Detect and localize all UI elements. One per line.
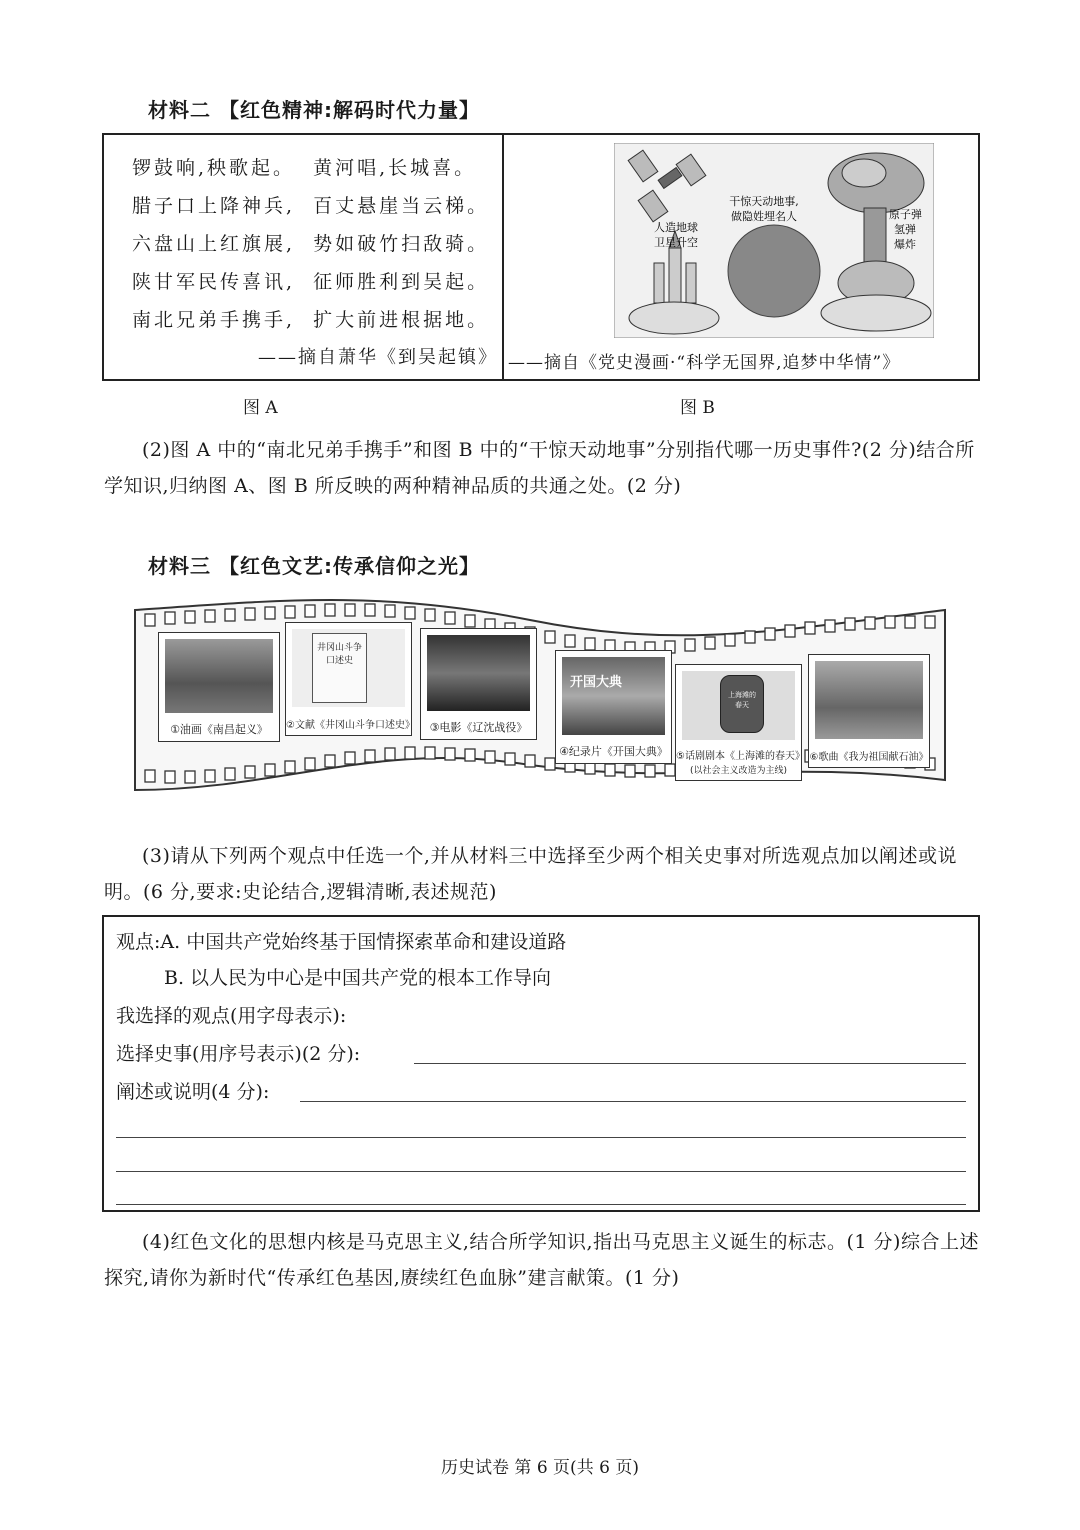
cartoon-illustration xyxy=(614,143,934,338)
poem-line-3: 六盘山上红旗展, 势如破竹扫敌骑。 xyxy=(132,233,490,255)
film-frame-4 xyxy=(555,650,672,764)
cartoon-source: ——摘自《党史漫画·“科学无国界,追梦中华情”》 xyxy=(508,353,901,373)
film-frame-3-label: ③电影《辽沈战役》 xyxy=(429,721,528,734)
page-footer: 历史试卷 第 6 页(共 6 页) xyxy=(441,1458,639,1478)
script-cover-art xyxy=(720,675,764,733)
explain-answer-line-3[interactable] xyxy=(116,1171,966,1172)
documentary-poster-text: 开国大典 xyxy=(570,675,623,690)
cartoon-label-middle-1: 干惊天动地事, xyxy=(729,195,799,208)
cartoon-label-right-3: 爆炸 xyxy=(894,238,916,251)
choose-view-label: 我选择的观点(用字母表示): xyxy=(116,1005,347,1027)
poem-line-4: 陕甘军民传喜讯, 征师胜利到吴起。 xyxy=(132,271,490,293)
film-frame-2 xyxy=(285,622,415,736)
poem-line-2: 腊子口上降神兵, 百丈悬崖当云梯。 xyxy=(132,195,490,217)
cartoon-label-left-2: 卫星升空 xyxy=(654,236,698,249)
question-4: (4)红色文化的思想内核是马克思主义,结合所学知识,指出马克思主义诞生的标志。(1 分)综合上述探究,请你为新时代“传承红色基因,赓续红色血脉”建言献策。(1 分) xyxy=(104,1231,979,1289)
events-answer-line[interactable] xyxy=(414,1063,966,1064)
question-2: (2)图 A 中的“南北兄弟手携手”和图 B 中的“干惊天动地事”分别指代哪一历史事件?(2 分)结合所学知识,归纳图 A、图 B 所反映的两种精神品质的共通之处。(2 分) xyxy=(104,439,975,497)
view-a: 观点:A. 中国共产党始终基于国情探索革命和建设道路 xyxy=(116,931,567,953)
caption-figure-a: 图 A xyxy=(243,398,278,418)
explain-answer-line-1[interactable] xyxy=(300,1101,966,1102)
view-b: B. 以人民为中心是中国共产党的根本工作导向 xyxy=(164,967,552,989)
figure-a-poem-box xyxy=(102,133,502,381)
script-poster-text: 上海滩的 春天 xyxy=(728,691,756,709)
explain-answer-line-2[interactable] xyxy=(116,1137,966,1138)
film-frame-2-label: ②文献《井冈山斗争口述史》 xyxy=(286,720,415,731)
song-cover xyxy=(815,661,923,739)
script-cover xyxy=(682,671,795,740)
cartoon-label-middle-2: 做隐姓埋名人 xyxy=(731,210,797,223)
book-cover xyxy=(292,629,405,707)
figure-b-cartoon-box xyxy=(502,133,980,381)
poem-source: ——摘自萧华《到吴起镇》 xyxy=(258,347,498,368)
explain-answer-line-4[interactable] xyxy=(116,1204,966,1205)
cartoon-label-right-1: 原子弹 xyxy=(889,208,922,221)
painting-nanchang-uprising xyxy=(165,639,273,713)
film-frame-4-label: ④纪录片《开国大典》 xyxy=(559,745,668,758)
material2-title: 材料二 【红色精神:解码时代力量】 xyxy=(148,98,480,122)
events-label: 选择史事(用序号表示)(2 分): xyxy=(116,1043,361,1065)
film-frame-5-sublabel: (以社会主义改造为主线) xyxy=(689,766,788,776)
poem-line-1: 锣鼓响,秧歌起。 黄河唱,长城喜。 xyxy=(132,157,477,179)
film-frame-3 xyxy=(420,628,537,740)
documentary-poster xyxy=(562,657,665,735)
poem-line-5: 南北兄弟手携手, 扩大前进根据地。 xyxy=(132,309,490,331)
film-frame-1 xyxy=(158,632,280,742)
answer-box xyxy=(102,915,980,1212)
cartoon-label-right-2: 氢弹 xyxy=(894,223,916,236)
explain-label: 阐述或说明(4 分): xyxy=(116,1081,270,1103)
sun-icon xyxy=(728,225,820,317)
caption-figure-b: 图 B xyxy=(680,398,715,418)
question-3-intro: (3)请从下列两个观点中任选一个,并从材料三中选择至少两个相关史事对所选观点加以阐述或说明。(6 分,要求:史论结合,逻辑清晰,表述规范) xyxy=(104,845,957,903)
film-frame-5-label: ⑤话剧剧本《上海滩的春天》 xyxy=(676,751,805,762)
book-title: 井冈山斗争 口述史 xyxy=(312,633,367,703)
film-strip xyxy=(130,590,950,805)
film-frame-5 xyxy=(675,664,805,781)
cartoon-label-left-1: 人造地球 xyxy=(654,221,698,234)
film-frame-1-label: ①油画《南昌起义》 xyxy=(170,723,268,736)
material3-title: 材料三 【红色文艺:传承信仰之光】 xyxy=(148,554,480,578)
movie-poster xyxy=(427,635,530,711)
film-frame-6 xyxy=(808,654,930,768)
film-frame-6-label: ⑥歌曲《我为祖国献石油》 xyxy=(809,752,929,763)
